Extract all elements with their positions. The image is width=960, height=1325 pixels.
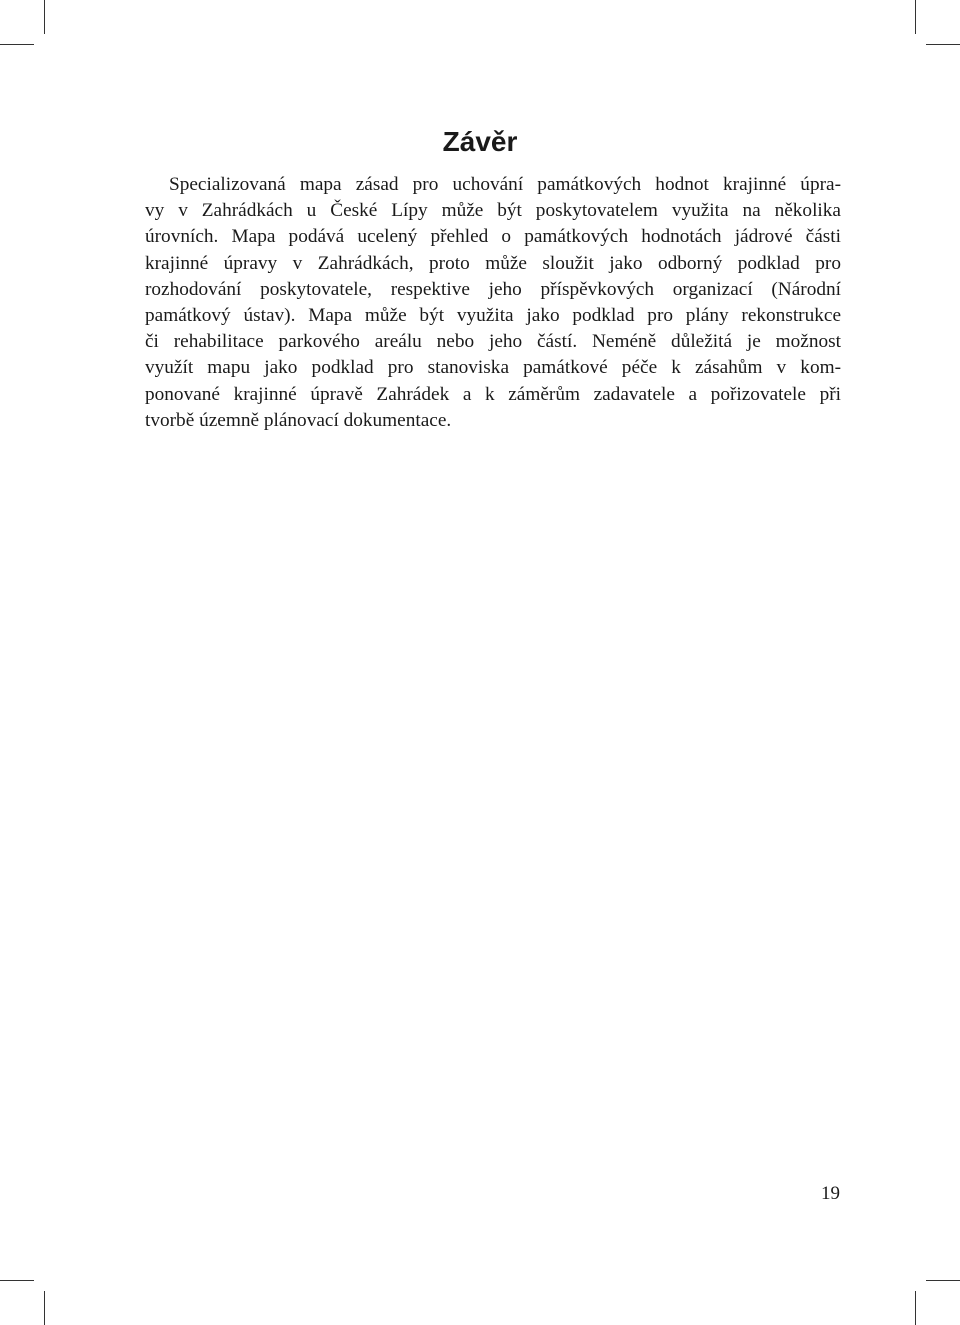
page-title: Závěr — [442, 126, 518, 157]
paragraph-line: Specializovaná mapa zásad pro uchování památkových hodnot krajinné úpra- — [169, 174, 841, 195]
paragraph-line: úrovních. Mapa podává ucelený přehled o památkových hodnotách jádrové části — [145, 226, 841, 248]
crop-mark-bottom-left-horizontal — [0, 1280, 34, 1281]
paragraph-line: vy v Zahrádkách u České Lípy může být poskytovatelem využita na několika — [145, 200, 841, 222]
paragraph-line: krajinné úpravy v Zahrádkách, proto může sloužit jako odborný podklad pro — [145, 252, 841, 274]
crop-mark-bottom-left — [44, 1291, 45, 1325]
crop-mark-bottom-right — [915, 1291, 916, 1325]
page-number: 19 — [821, 1183, 840, 1204]
paragraph-line: ponované krajinné úpravě Zahrádek a k záměrům zadavatele a pořizovatele při — [145, 383, 841, 405]
crop-mark-top-left — [44, 0, 45, 34]
paragraph-line: tvorbě územně plánovací dokumentace. — [145, 409, 452, 431]
paragraph-line: využít mapu jako podklad pro stanoviska památkové péče k zásahům v kom- — [145, 357, 841, 379]
crop-mark-top-left-horizontal — [0, 44, 34, 45]
crop-mark-top-right-horizontal — [926, 44, 960, 45]
paragraph-line: památkový ústav). Mapa může být využita jako podklad pro plány rekonstrukce — [145, 305, 841, 327]
paragraph-line: či rehabilitace parkového areálu nebo jeho částí. Neméně důležitá je možnost — [145, 331, 841, 353]
crop-mark-bottom-right-horizontal — [926, 1280, 960, 1281]
paragraph-line: rozhodování poskytovatele, respektive jeho příspěvkových organizací (Národní — [145, 278, 841, 300]
body-paragraph — [145, 172, 841, 434]
crop-mark-top-right — [915, 0, 916, 34]
